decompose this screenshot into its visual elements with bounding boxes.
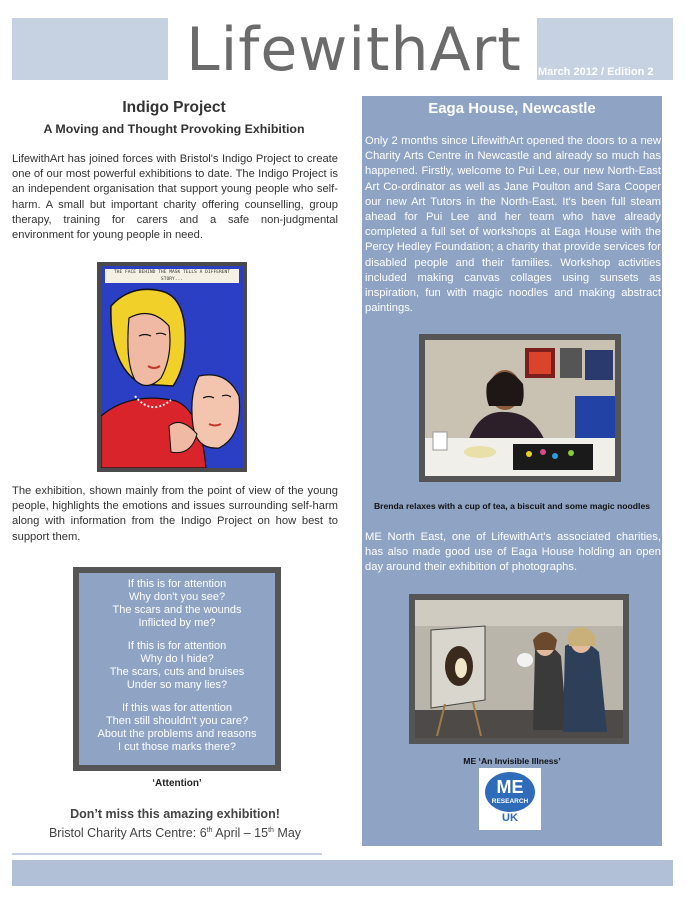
poem-stanza-1 bbox=[79, 578, 275, 630]
right-intro-block bbox=[365, 134, 661, 316]
poem-box bbox=[79, 573, 275, 765]
poem-line: Then still shouldn't you care? bbox=[105, 715, 249, 727]
left-intro-block bbox=[12, 152, 338, 243]
poem-frame bbox=[73, 567, 281, 771]
photo-me-exhibition bbox=[409, 594, 629, 744]
photo-me-image bbox=[415, 600, 623, 738]
indigo-artwork bbox=[97, 262, 247, 472]
footer-band bbox=[12, 860, 673, 886]
cta-heading: Don’t miss this amazing exhibition! bbox=[70, 807, 280, 821]
cta-venue-text: April – 15 bbox=[212, 826, 269, 840]
cta-sup: th bbox=[268, 826, 274, 834]
me-block bbox=[365, 530, 661, 576]
poem-line: Why do I hide? bbox=[140, 653, 214, 665]
poem-line: Under so many lies? bbox=[126, 679, 228, 691]
poem-line: If this is for attention bbox=[127, 640, 227, 652]
poem-line: If this was for attention bbox=[121, 702, 233, 714]
poem-line: I cut those marks there? bbox=[118, 741, 236, 753]
cta-venue-text: May bbox=[273, 826, 302, 840]
exhibition-block bbox=[12, 484, 338, 545]
header-right-block bbox=[537, 18, 673, 80]
logo-uk-text: UK bbox=[502, 812, 518, 824]
left-article-subtitle: A Moving and Thought Provoking Exhibition bbox=[43, 122, 305, 136]
exhibition-paragraph: The exhibition, shown mainly from the point of view of the young people, highlights the emotions and issues surrounding self-harm along with information from the Indigo Project on how best to support them. bbox=[12, 485, 338, 543]
poem-line: The scars and the wounds bbox=[112, 604, 242, 616]
header-left-block bbox=[12, 18, 168, 80]
masthead-logo: LifewithArt bbox=[186, 15, 522, 85]
poem-line: Inflicted by me? bbox=[138, 617, 216, 629]
poem-line: Why don't you see? bbox=[128, 591, 226, 603]
me-research-uk-logo bbox=[479, 768, 541, 830]
poem-line: The scars, cuts and bruises bbox=[109, 666, 245, 678]
right-article-title: Eaga House, Newcastle bbox=[428, 100, 596, 117]
poem-stanza-2 bbox=[79, 640, 275, 692]
eaga-house-panel bbox=[362, 96, 662, 846]
right-intro-paragraph: Only 2 months since LifewithArt opened the doors to a new Charity Arts Centre in Newcastle and already so much has happened. Firstly, welcome to Pui Lee, our new North-East Art Co-ordinator as well as Jane Poulton and Sara Cooper our new Art Tutors in the North-East. It's been full steam ahead for Pui Lee and her team who have already completed a full set of workshops at Eaga House with the Percy Hedley Foundation; a charity that provide services for disabled people and their families. Workshop activities included making canvas collages using sunsets as inspiration, fun with magic noodles and making abstract paintings. bbox=[365, 135, 661, 315]
logo-me-text: ME bbox=[496, 777, 524, 797]
artwork-caption: THE FACE BEHIND THE MASK TELLS A DIFFERENT STORY... bbox=[105, 269, 239, 283]
logo-research-text: RESEARCH bbox=[491, 798, 529, 805]
poem-stanza-3 bbox=[79, 702, 275, 754]
footer-line bbox=[12, 853, 322, 855]
edition-label: March 2012 / Edition 2 bbox=[538, 66, 654, 78]
photo-brenda-caption: Brenda relaxes with a cup of tea, a biscuit and some magic noodles bbox=[373, 501, 651, 511]
artwork-canvas bbox=[101, 266, 243, 468]
cta-venue-text: Bristol Charity Arts Centre: 6 bbox=[48, 826, 207, 840]
artwork-illustration bbox=[101, 266, 243, 468]
left-intro-paragraph: LifewithArt has joined forces with Bristol's Indigo Project to create one of our most powerful exhibitions to date. The Indigo Project is an independent organisation that support young people who self-harm. A small but important charity offering counselling, group therapy, training for carers and a safe non-judgmental environment for young people in need. bbox=[12, 153, 338, 242]
me-paragraph: ME North East, one of LifewithArt's associated charities, has also made good use of Eaga House holding an open day around their exhibition of photographs. bbox=[365, 531, 661, 574]
poem-line: About the problems and reasons bbox=[97, 728, 257, 740]
poem-line: If this is for attention bbox=[127, 578, 227, 590]
poem-title: ‘Attention’ bbox=[152, 778, 202, 789]
cta-sup: th bbox=[206, 826, 213, 834]
photo-brenda-image bbox=[425, 340, 615, 476]
photo-brenda bbox=[419, 334, 621, 482]
photo-me-caption: ME ‘An Invisible Illness’ bbox=[463, 756, 561, 766]
cta-venue bbox=[12, 826, 338, 840]
left-article-title: Indigo Project bbox=[122, 99, 226, 116]
